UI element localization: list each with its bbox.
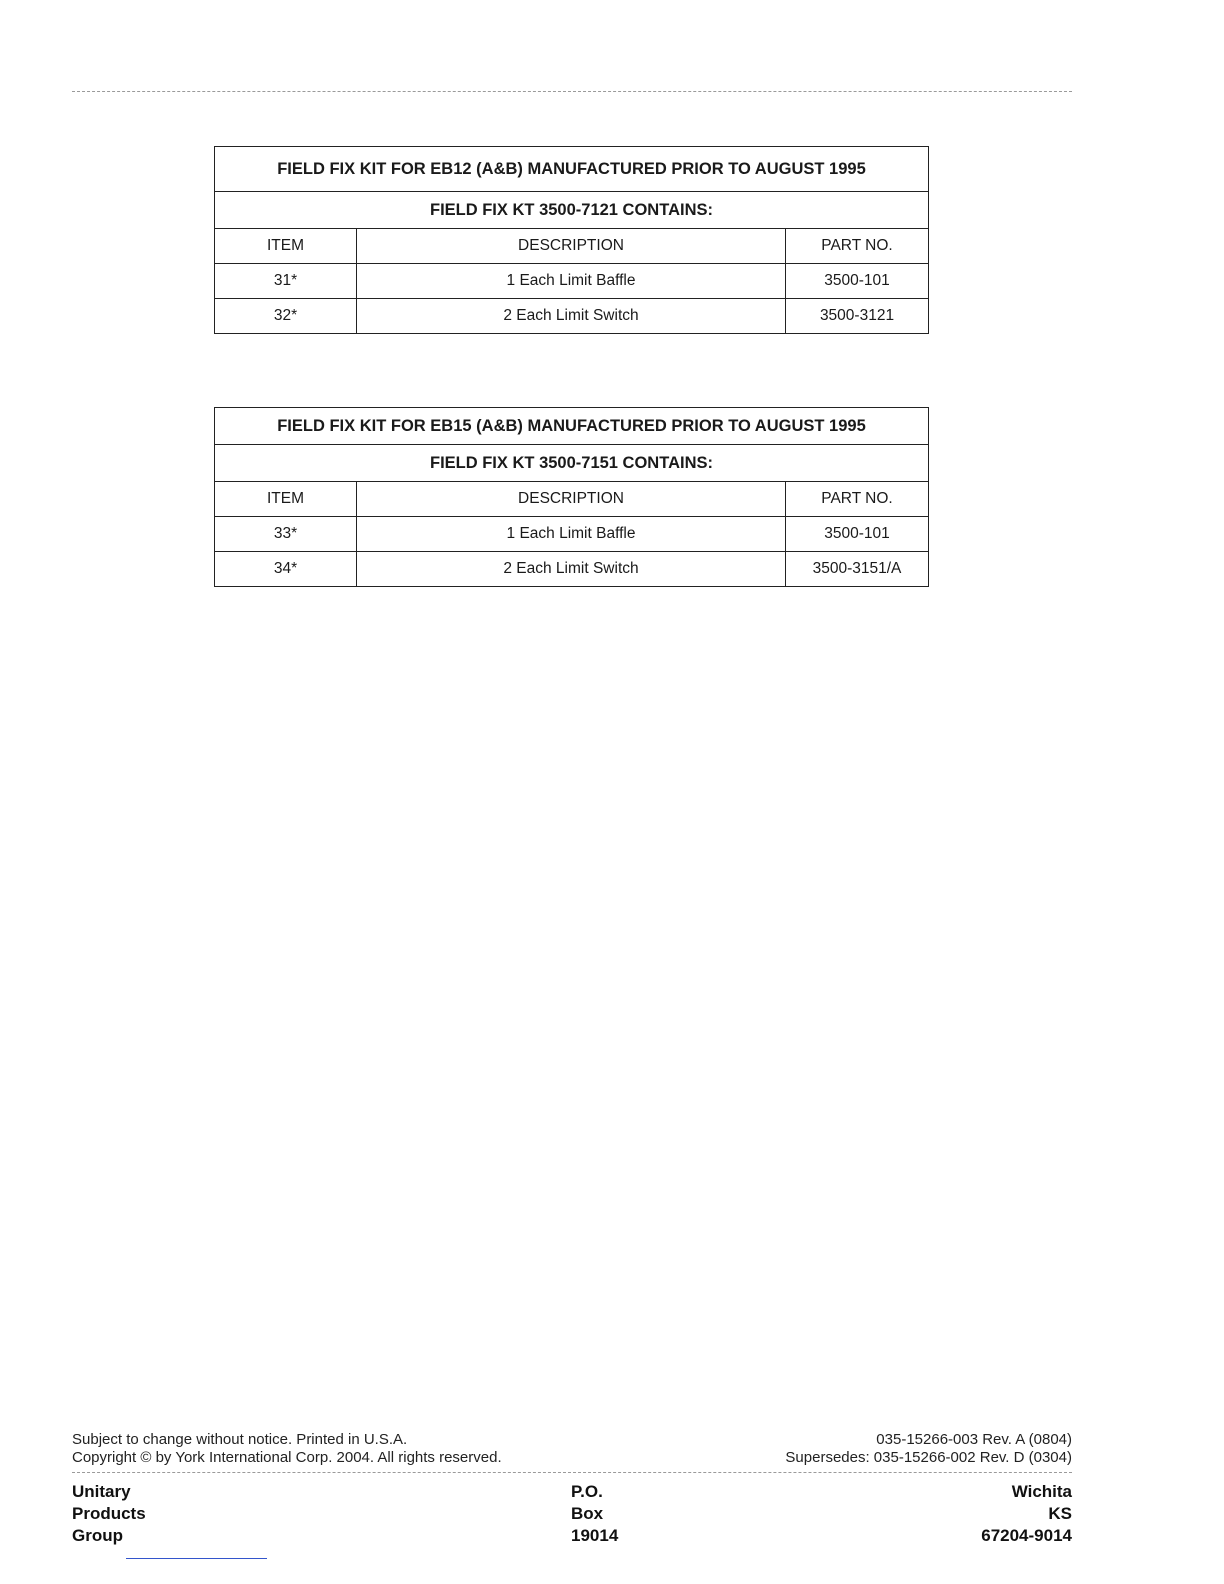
address-line: P.O. [571, 1482, 603, 1501]
description-cell: 2 Each Limit Switch [357, 552, 786, 587]
table-header-row [215, 482, 929, 517]
table-subtitle: FIELD FIX KT 3500-7121 CONTAINS: [215, 192, 929, 229]
field-fix-kit-table-eb12 [214, 146, 929, 334]
part-no-cell: 3500-101 [786, 517, 929, 552]
description-cell: 1 Each Limit Baffle [357, 517, 786, 552]
column-header-item: ITEM [215, 482, 357, 517]
table-title: FIELD FIX KIT FOR EB15 (A&B) MANUFACTURED PRIOR TO AUGUST 1995 [215, 408, 929, 445]
address-line: Box [571, 1504, 604, 1523]
field-fix-kit-table-eb15 [214, 407, 929, 587]
link-underline[interactable] [126, 1558, 267, 1559]
table-row [215, 264, 929, 299]
footer-divider [72, 1472, 1072, 1473]
header-divider [72, 91, 1072, 92]
footer-copyright: Copyright © by York International Corp. 2004. All rights reserved. [72, 1449, 502, 1466]
address-line: KS [1048, 1504, 1072, 1523]
column-header-item: ITEM [215, 229, 357, 264]
part-no-cell: 3500-3121 [786, 299, 929, 334]
description-cell: 2 Each Limit Switch [357, 299, 786, 334]
address-line: 67204-9014 [981, 1526, 1072, 1545]
table-title: FIELD FIX KIT FOR EB12 (A&B) MANUFACTURED PRIOR TO AUGUST 1995 [215, 147, 929, 192]
footer-supersedes: Supersedes: 035-15266-002 Rev. D (0304) [785, 1449, 1072, 1466]
item-cell: 33* [215, 517, 357, 552]
description-cell: 1 Each Limit Baffle [357, 264, 786, 299]
column-header-description: DESCRIPTION [357, 482, 786, 517]
item-cell: 31* [215, 264, 357, 299]
address-line: 19014 [571, 1526, 619, 1545]
column-header-part-no: PART NO. [786, 482, 929, 517]
item-cell: 34* [215, 552, 357, 587]
part-no-cell: 3500-101 [786, 264, 929, 299]
address-line: Group [72, 1526, 123, 1545]
table-subtitle: FIELD FIX KT 3500-7151 CONTAINS: [215, 445, 929, 482]
address-po-box [571, 1481, 618, 1547]
address-line: Products [72, 1504, 146, 1523]
address-company [72, 1481, 146, 1547]
footer-doc-number: 035-15266-003 Rev. A (0804) [876, 1431, 1072, 1448]
table-row [215, 299, 929, 334]
table-row [215, 517, 929, 552]
address-line: Unitary [72, 1482, 131, 1501]
address-city [981, 1481, 1072, 1547]
footer-notice: Subject to change without notice. Printed in U.S.A. [72, 1431, 408, 1448]
part-no-cell: 3500-3151/A [786, 552, 929, 587]
item-cell: 32* [215, 299, 357, 334]
column-header-description: DESCRIPTION [357, 229, 786, 264]
column-header-part-no: PART NO. [786, 229, 929, 264]
table-header-row [215, 229, 929, 264]
table-row [215, 552, 929, 587]
address-line: Wichita [1011, 1482, 1072, 1501]
